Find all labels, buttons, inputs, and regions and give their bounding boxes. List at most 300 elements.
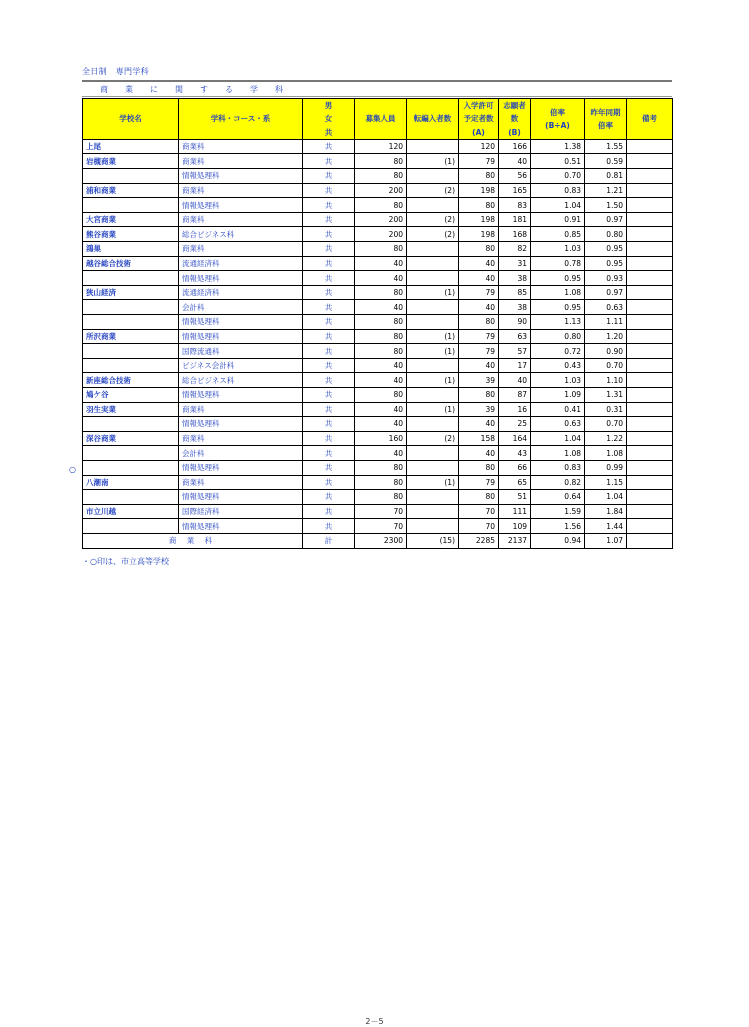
capacity-cell: 40 — [355, 358, 407, 373]
school-cell — [83, 417, 179, 432]
planned-cell: 80 — [459, 387, 499, 402]
school-cell: 市立川越 — [83, 504, 179, 519]
course-cell: 情報処理科 — [179, 271, 303, 286]
capacity-cell: 80 — [355, 315, 407, 330]
capacity-cell: 160 — [355, 431, 407, 446]
total-sex-cell: 計 — [303, 533, 355, 548]
capacity-cell: 70 — [355, 504, 407, 519]
remarks-cell — [627, 417, 673, 432]
course-cell: 情報処理科 — [179, 329, 303, 344]
school-cell — [83, 198, 179, 213]
planned-cell: 79 — [459, 329, 499, 344]
category-label: 全日制 — [82, 67, 107, 76]
school-cell — [83, 169, 179, 184]
course-cell: 商業科 — [179, 242, 303, 257]
planned-cell: 39 — [459, 373, 499, 388]
course-cell: 情報処理科 — [179, 387, 303, 402]
transfer-cell — [407, 490, 459, 505]
ratio-cell: 1.13 — [531, 315, 585, 330]
ratio-cell: 0.41 — [531, 402, 585, 417]
remarks-cell — [627, 227, 673, 242]
ratio-cell: 0.70 — [531, 169, 585, 184]
applicants-cell: 38 — [499, 300, 531, 315]
school-cell — [83, 446, 179, 461]
prev-ratio-cell: 1.55 — [585, 139, 627, 154]
applicants-cell: 66 — [499, 460, 531, 475]
course-cell: 流通経済科 — [179, 285, 303, 300]
table-row — [83, 417, 673, 432]
remarks-cell — [627, 344, 673, 359]
capacity-cell: 40 — [355, 373, 407, 388]
course-cell: 情報処理科 — [179, 198, 303, 213]
remarks-cell — [627, 154, 673, 169]
applicants-cell: 56 — [499, 169, 531, 184]
course-cell: 情報処理科 — [179, 490, 303, 505]
col-applicants: 志願者 数 (B) — [499, 99, 531, 140]
prev-ratio-cell: 0.31 — [585, 402, 627, 417]
school-cell — [83, 519, 179, 534]
applicants-cell: 109 — [499, 519, 531, 534]
transfer-cell: (1) — [407, 154, 459, 169]
table-row — [83, 285, 673, 300]
ratio-cell: 0.43 — [531, 358, 585, 373]
applicants-cell: 51 — [499, 490, 531, 505]
remarks-cell — [627, 387, 673, 402]
planned-cell: 40 — [459, 300, 499, 315]
course-cell: 情報処理科 — [179, 315, 303, 330]
capacity-cell: 80 — [355, 460, 407, 475]
table-row — [83, 300, 673, 315]
transfer-cell — [407, 198, 459, 213]
table-row — [83, 373, 673, 388]
table-row — [83, 431, 673, 446]
capacity-cell: 80 — [355, 475, 407, 490]
prev-ratio-cell: 0.70 — [585, 417, 627, 432]
table-row — [83, 271, 673, 286]
applicants-cell: 25 — [499, 417, 531, 432]
school-cell: 上尾 — [83, 139, 179, 154]
total-label: 商 業 科 — [83, 533, 303, 548]
table-row — [83, 315, 673, 330]
remarks-cell — [627, 183, 673, 198]
remarks-cell — [627, 198, 673, 213]
prev-ratio-cell: 0.59 — [585, 154, 627, 169]
ratio-cell: 0.85 — [531, 227, 585, 242]
transfer-cell: (2) — [407, 227, 459, 242]
transfer-cell: (1) — [407, 285, 459, 300]
table-row — [83, 344, 673, 359]
sex-cell: 共 — [303, 271, 355, 286]
capacity-cell: 40 — [355, 300, 407, 315]
school-cell — [83, 315, 179, 330]
school-cell: 深谷商業 — [83, 431, 179, 446]
transfer-cell — [407, 315, 459, 330]
section-bar — [82, 80, 672, 97]
transfer-cell: (2) — [407, 431, 459, 446]
capacity-cell: 80 — [355, 169, 407, 184]
admissions-table — [82, 98, 673, 549]
ratio-cell: 0.80 — [531, 329, 585, 344]
remarks-cell — [627, 139, 673, 154]
prev-ratio-cell: 1.44 — [585, 519, 627, 534]
remarks-cell — [627, 402, 673, 417]
sex-cell: 共 — [303, 169, 355, 184]
ratio-cell: 0.83 — [531, 183, 585, 198]
ratio-cell: 1.56 — [531, 519, 585, 534]
applicants-cell: 166 — [499, 139, 531, 154]
school-cell: 鳩ケ谷 — [83, 387, 179, 402]
prev-ratio-cell: 0.80 — [585, 227, 627, 242]
school-cell: 羽生実業 — [83, 402, 179, 417]
table-row — [83, 139, 673, 154]
table-row — [83, 169, 673, 184]
table-header-row — [83, 99, 673, 140]
school-cell — [83, 358, 179, 373]
capacity-cell: 80 — [355, 154, 407, 169]
prev-ratio-cell: 1.11 — [585, 315, 627, 330]
planned-cell: 80 — [459, 198, 499, 213]
planned-cell: 80 — [459, 490, 499, 505]
table-row — [83, 154, 673, 169]
table-row — [83, 519, 673, 534]
transfer-cell — [407, 300, 459, 315]
prev-ratio-cell: 1.31 — [585, 387, 627, 402]
school-cell: 熊谷商業 — [83, 227, 179, 242]
planned-cell: 80 — [459, 315, 499, 330]
sex-cell: 共 — [303, 358, 355, 373]
sex-cell: 共 — [303, 460, 355, 475]
applicants-cell: 16 — [499, 402, 531, 417]
prev-ratio-cell: 0.95 — [585, 256, 627, 271]
table-row — [83, 198, 673, 213]
ratio-cell: 0.78 — [531, 256, 585, 271]
course-cell: 流通経済科 — [179, 256, 303, 271]
applicants-cell: 87 — [499, 387, 531, 402]
total-applicants: 2137 — [499, 533, 531, 548]
capacity-cell: 120 — [355, 139, 407, 154]
applicants-cell: 82 — [499, 242, 531, 257]
school-cell — [83, 271, 179, 286]
transfer-cell: (1) — [407, 475, 459, 490]
transfer-cell — [407, 169, 459, 184]
school-cell: 狭山経済 — [83, 285, 179, 300]
table-row — [83, 475, 673, 490]
applicants-cell: 83 — [499, 198, 531, 213]
capacity-cell: 40 — [355, 271, 407, 286]
applicants-cell: 165 — [499, 183, 531, 198]
planned-cell: 40 — [459, 271, 499, 286]
planned-cell: 40 — [459, 358, 499, 373]
prev-ratio-cell: 0.81 — [585, 169, 627, 184]
course-cell: 商業科 — [179, 402, 303, 417]
prev-ratio-cell: 1.15 — [585, 475, 627, 490]
sex-cell: 共 — [303, 417, 355, 432]
sex-cell: 共 — [303, 315, 355, 330]
prev-ratio-cell: 0.95 — [585, 242, 627, 257]
transfer-cell: (1) — [407, 329, 459, 344]
planned-cell: 80 — [459, 242, 499, 257]
prev-ratio-cell: 0.99 — [585, 460, 627, 475]
total-capacity: 2300 — [355, 533, 407, 548]
ratio-cell: 0.64 — [531, 490, 585, 505]
col-capacity: 募集人員 — [355, 99, 407, 140]
capacity-cell: 40 — [355, 256, 407, 271]
ratio-cell: 1.03 — [531, 242, 585, 257]
table-row — [83, 460, 673, 475]
capacity-cell: 80 — [355, 387, 407, 402]
sex-cell: 共 — [303, 183, 355, 198]
ratio-cell: 1.04 — [531, 431, 585, 446]
ratio-cell: 0.72 — [531, 344, 585, 359]
applicants-cell: 38 — [499, 271, 531, 286]
capacity-cell: 200 — [355, 183, 407, 198]
course-cell: 国際経済科 — [179, 504, 303, 519]
course-cell: 情報処理科 — [179, 417, 303, 432]
table-row — [83, 183, 673, 198]
prev-ratio-cell: 1.04 — [585, 490, 627, 505]
total-prev-ratio: 1.07 — [585, 533, 627, 548]
planned-cell: 79 — [459, 154, 499, 169]
transfer-cell: (2) — [407, 212, 459, 227]
course-cell: 商業科 — [179, 139, 303, 154]
capacity-cell: 40 — [355, 402, 407, 417]
footnote: ・○印は、市立高等学校 — [82, 557, 169, 566]
remarks-cell — [627, 212, 673, 227]
capacity-cell: 80 — [355, 329, 407, 344]
planned-cell: 120 — [459, 139, 499, 154]
sex-cell: 共 — [303, 431, 355, 446]
remarks-cell — [627, 533, 673, 548]
sex-cell: 共 — [303, 402, 355, 417]
remarks-cell — [627, 242, 673, 257]
total-transfer: (15) — [407, 533, 459, 548]
transfer-cell: (1) — [407, 373, 459, 388]
course-cell: 商業科 — [179, 154, 303, 169]
col-transfer: 転編入者数 — [407, 99, 459, 140]
applicants-cell: 40 — [499, 373, 531, 388]
planned-cell: 158 — [459, 431, 499, 446]
prev-ratio-cell: 1.20 — [585, 329, 627, 344]
ratio-cell: 0.82 — [531, 475, 585, 490]
ratio-cell: 0.91 — [531, 212, 585, 227]
ratio-cell: 0.83 — [531, 460, 585, 475]
prev-ratio-cell: 1.21 — [585, 183, 627, 198]
col-planned: 入学許可 予定者数 (A) — [459, 99, 499, 140]
ratio-cell: 0.95 — [531, 271, 585, 286]
prev-ratio-cell: 0.70 — [585, 358, 627, 373]
transfer-cell — [407, 446, 459, 461]
school-cell — [83, 490, 179, 505]
applicants-cell: 17 — [499, 358, 531, 373]
ratio-cell: 0.95 — [531, 300, 585, 315]
total-ratio: 0.94 — [531, 533, 585, 548]
transfer-cell — [407, 519, 459, 534]
ratio-cell: 1.59 — [531, 504, 585, 519]
table-row — [83, 446, 673, 461]
remarks-cell — [627, 504, 673, 519]
capacity-cell: 80 — [355, 242, 407, 257]
transfer-cell — [407, 387, 459, 402]
sex-cell: 共 — [303, 227, 355, 242]
school-cell: 鴻巣 — [83, 242, 179, 257]
remarks-cell — [627, 358, 673, 373]
sex-cell: 共 — [303, 490, 355, 505]
applicants-cell: 57 — [499, 344, 531, 359]
transfer-cell — [407, 460, 459, 475]
sex-cell: 共 — [303, 519, 355, 534]
sex-cell: 共 — [303, 300, 355, 315]
school-cell: 浦和商業 — [83, 183, 179, 198]
transfer-cell — [407, 139, 459, 154]
applicants-cell: 181 — [499, 212, 531, 227]
ratio-cell: 1.08 — [531, 446, 585, 461]
school-cell: 大宮商業 — [83, 212, 179, 227]
table-row — [83, 242, 673, 257]
planned-cell: 80 — [459, 460, 499, 475]
planned-cell: 79 — [459, 285, 499, 300]
course-cell: 商業科 — [179, 183, 303, 198]
prev-ratio-cell: 1.10 — [585, 373, 627, 388]
prev-ratio-cell: 1.84 — [585, 504, 627, 519]
course-cell: 商業科 — [179, 431, 303, 446]
planned-cell: 40 — [459, 446, 499, 461]
course-cell: 商業科 — [179, 475, 303, 490]
school-cell: 八潮南 — [83, 475, 179, 490]
planned-cell: 79 — [459, 475, 499, 490]
remarks-cell — [627, 373, 673, 388]
section-title: 商業に関する学科 — [100, 85, 300, 94]
school-cell: 越谷総合技術 — [83, 256, 179, 271]
remarks-cell — [627, 271, 673, 286]
school-cell — [83, 344, 179, 359]
capacity-cell: 200 — [355, 227, 407, 242]
prev-ratio-cell: 1.22 — [585, 431, 627, 446]
transfer-cell — [407, 256, 459, 271]
capacity-cell: 200 — [355, 212, 407, 227]
remarks-cell — [627, 460, 673, 475]
capacity-cell: 70 — [355, 519, 407, 534]
prev-ratio-cell: 1.08 — [585, 446, 627, 461]
remarks-cell — [627, 169, 673, 184]
transfer-cell — [407, 271, 459, 286]
school-cell — [83, 460, 179, 475]
remarks-cell — [627, 300, 673, 315]
ratio-cell: 1.03 — [531, 373, 585, 388]
sex-cell: 共 — [303, 446, 355, 461]
sex-cell: 共 — [303, 329, 355, 344]
applicants-cell: 164 — [499, 431, 531, 446]
course-cell: ビジネス会計科 — [179, 358, 303, 373]
school-cell: 新座総合技術 — [83, 373, 179, 388]
applicants-cell: 43 — [499, 446, 531, 461]
sex-cell: 共 — [303, 139, 355, 154]
ratio-cell: 0.63 — [531, 417, 585, 432]
course-cell: 総合ビジネス科 — [179, 227, 303, 242]
total-row — [83, 533, 673, 548]
applicants-cell: 168 — [499, 227, 531, 242]
table-row — [83, 212, 673, 227]
capacity-cell: 80 — [355, 285, 407, 300]
remarks-cell — [627, 446, 673, 461]
table-row — [83, 402, 673, 417]
capacity-cell: 80 — [355, 198, 407, 213]
col-remarks: 備考 — [627, 99, 673, 140]
prev-ratio-cell: 0.97 — [585, 212, 627, 227]
ratio-cell: 0.51 — [531, 154, 585, 169]
school-cell: 所沢商業 — [83, 329, 179, 344]
planned-cell: 198 — [459, 183, 499, 198]
course-cell: 会計科 — [179, 446, 303, 461]
sex-cell: 共 — [303, 344, 355, 359]
capacity-cell: 80 — [355, 344, 407, 359]
page-number: 2－5 — [365, 1017, 384, 1026]
prev-ratio-cell: 0.90 — [585, 344, 627, 359]
course-cell: 情報処理科 — [179, 169, 303, 184]
page-header — [82, 66, 155, 77]
transfer-cell: (1) — [407, 402, 459, 417]
sex-cell: 共 — [303, 242, 355, 257]
sex-cell: 共 — [303, 504, 355, 519]
prev-ratio-cell: 0.93 — [585, 271, 627, 286]
table-row — [83, 387, 673, 402]
col-course: 学科・コース・系 — [179, 99, 303, 140]
sex-cell: 共 — [303, 373, 355, 388]
school-cell: 岩槻商業 — [83, 154, 179, 169]
municipal-mark: ○ — [69, 465, 76, 474]
planned-cell: 40 — [459, 256, 499, 271]
course-cell: 会計科 — [179, 300, 303, 315]
table-row — [83, 490, 673, 505]
planned-cell: 79 — [459, 344, 499, 359]
ratio-cell: 1.04 — [531, 198, 585, 213]
remarks-cell — [627, 329, 673, 344]
planned-cell: 70 — [459, 504, 499, 519]
planned-cell: 80 — [459, 169, 499, 184]
table-row — [83, 358, 673, 373]
table-row — [83, 504, 673, 519]
sex-cell: 共 — [303, 475, 355, 490]
transfer-cell — [407, 358, 459, 373]
applicants-cell: 90 — [499, 315, 531, 330]
planned-cell: 40 — [459, 417, 499, 432]
planned-cell: 39 — [459, 402, 499, 417]
course-cell: 情報処理科 — [179, 519, 303, 534]
course-cell: 国際流通科 — [179, 344, 303, 359]
applicants-cell: 40 — [499, 154, 531, 169]
col-ratio: 倍率 (B÷A) — [531, 99, 585, 140]
sex-cell: 共 — [303, 198, 355, 213]
capacity-cell: 40 — [355, 417, 407, 432]
prev-ratio-cell: 0.97 — [585, 285, 627, 300]
remarks-cell — [627, 256, 673, 271]
transfer-cell — [407, 417, 459, 432]
transfer-cell — [407, 242, 459, 257]
sex-cell: 共 — [303, 212, 355, 227]
course-cell: 商業科 — [179, 212, 303, 227]
remarks-cell — [627, 285, 673, 300]
table-row — [83, 256, 673, 271]
applicants-cell: 111 — [499, 504, 531, 519]
course-cell: 総合ビジネス科 — [179, 373, 303, 388]
remarks-cell — [627, 431, 673, 446]
transfer-cell: (1) — [407, 344, 459, 359]
col-prev-ratio: 昨年同期 倍率 — [585, 99, 627, 140]
ratio-cell: 1.08 — [531, 285, 585, 300]
type-label: 専門学科 — [115, 67, 149, 76]
course-cell: 情報処理科 — [179, 460, 303, 475]
applicants-cell: 63 — [499, 329, 531, 344]
transfer-cell: (2) — [407, 183, 459, 198]
